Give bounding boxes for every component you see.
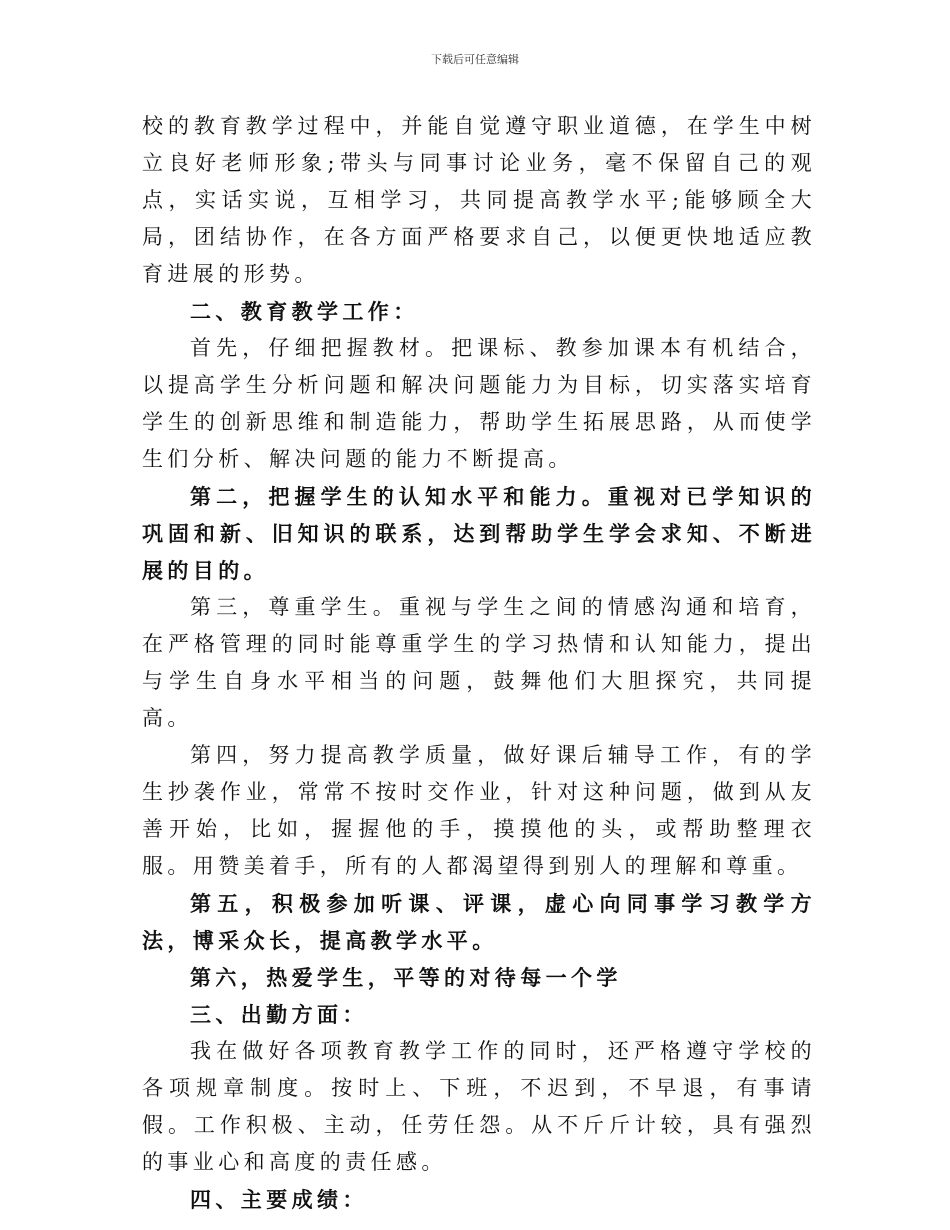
section-heading-achievements: 四、主要成绩： xyxy=(190,1187,368,1212)
page-header-note: 下载后可任意编辑 xyxy=(431,53,519,66)
paragraph-second: 第二，把握学生的认知水平和能力。重视对已学知识的巩固和新、旧知识的联系，达到帮助学生学会求知、不断进展的目的。 xyxy=(142,484,816,583)
section-heading-attendance: 三、出勤方面： xyxy=(190,1002,368,1027)
paragraph-sixth: 第六，热爱学生，平等的对待每一个学 xyxy=(190,965,622,990)
paragraph-attendance: 我在做好各项教育教学工作的同时，还严格遵守学校的各项规章制度。按时上、下班，不迟到，不早退，有事请假。工作积极、主动，任劳任怨。从不斤斤计较，具有强烈的事业心和高度的责任感。 xyxy=(142,1039,816,1174)
paragraph-first: 首先，仔细把握教材。把课标、教参加课本有机结合，以提高学生分析问题和解决问题能力为目标，切实落实培育学生的创新思维和制造能力，帮助学生拓展思路，从而使学生们分析、解决问题的能力不断提高。 xyxy=(142,336,816,471)
paragraph-continuation: 校的教育教学过程中，并能自觉遵守职业道德，在学生中树立良好老师形象;带头与同事讨论业务，毫不保留自己的观点，实话实说，互相学习，共同提高教学水平;能够顾全大局，团结协作，在各方面严格要求自己，以便更快地适应教育进展的形势。 xyxy=(142,114,816,286)
paragraph-fifth: 第五，积极参加听课、评课，虚心向同事学习教学方法，博采众长，提高教学水平。 xyxy=(142,891,816,953)
paragraph-third: 第三，尊重学生。重视与学生之间的情感沟通和培育，在严格管理的同时能尊重学生的学习热情和认知能力，提出与学生自身水平相当的问题，鼓舞他们大胆探究，共同提高。 xyxy=(142,595,816,730)
document-body xyxy=(142,108,816,1218)
paragraph-fourth: 第四，努力提高教学质量，做好课后辅导工作，有的学生抄袭作业，常常不按时交作业，针对这种问题，做到从友善开始，比如，握握他的手，摸摸他的头，或帮助整理衣服。用赞美着手，所有的人都渴望得到别人的理解和尊重。 xyxy=(142,743,816,878)
section-heading-teaching: 二、教育教学工作： xyxy=(190,299,419,324)
